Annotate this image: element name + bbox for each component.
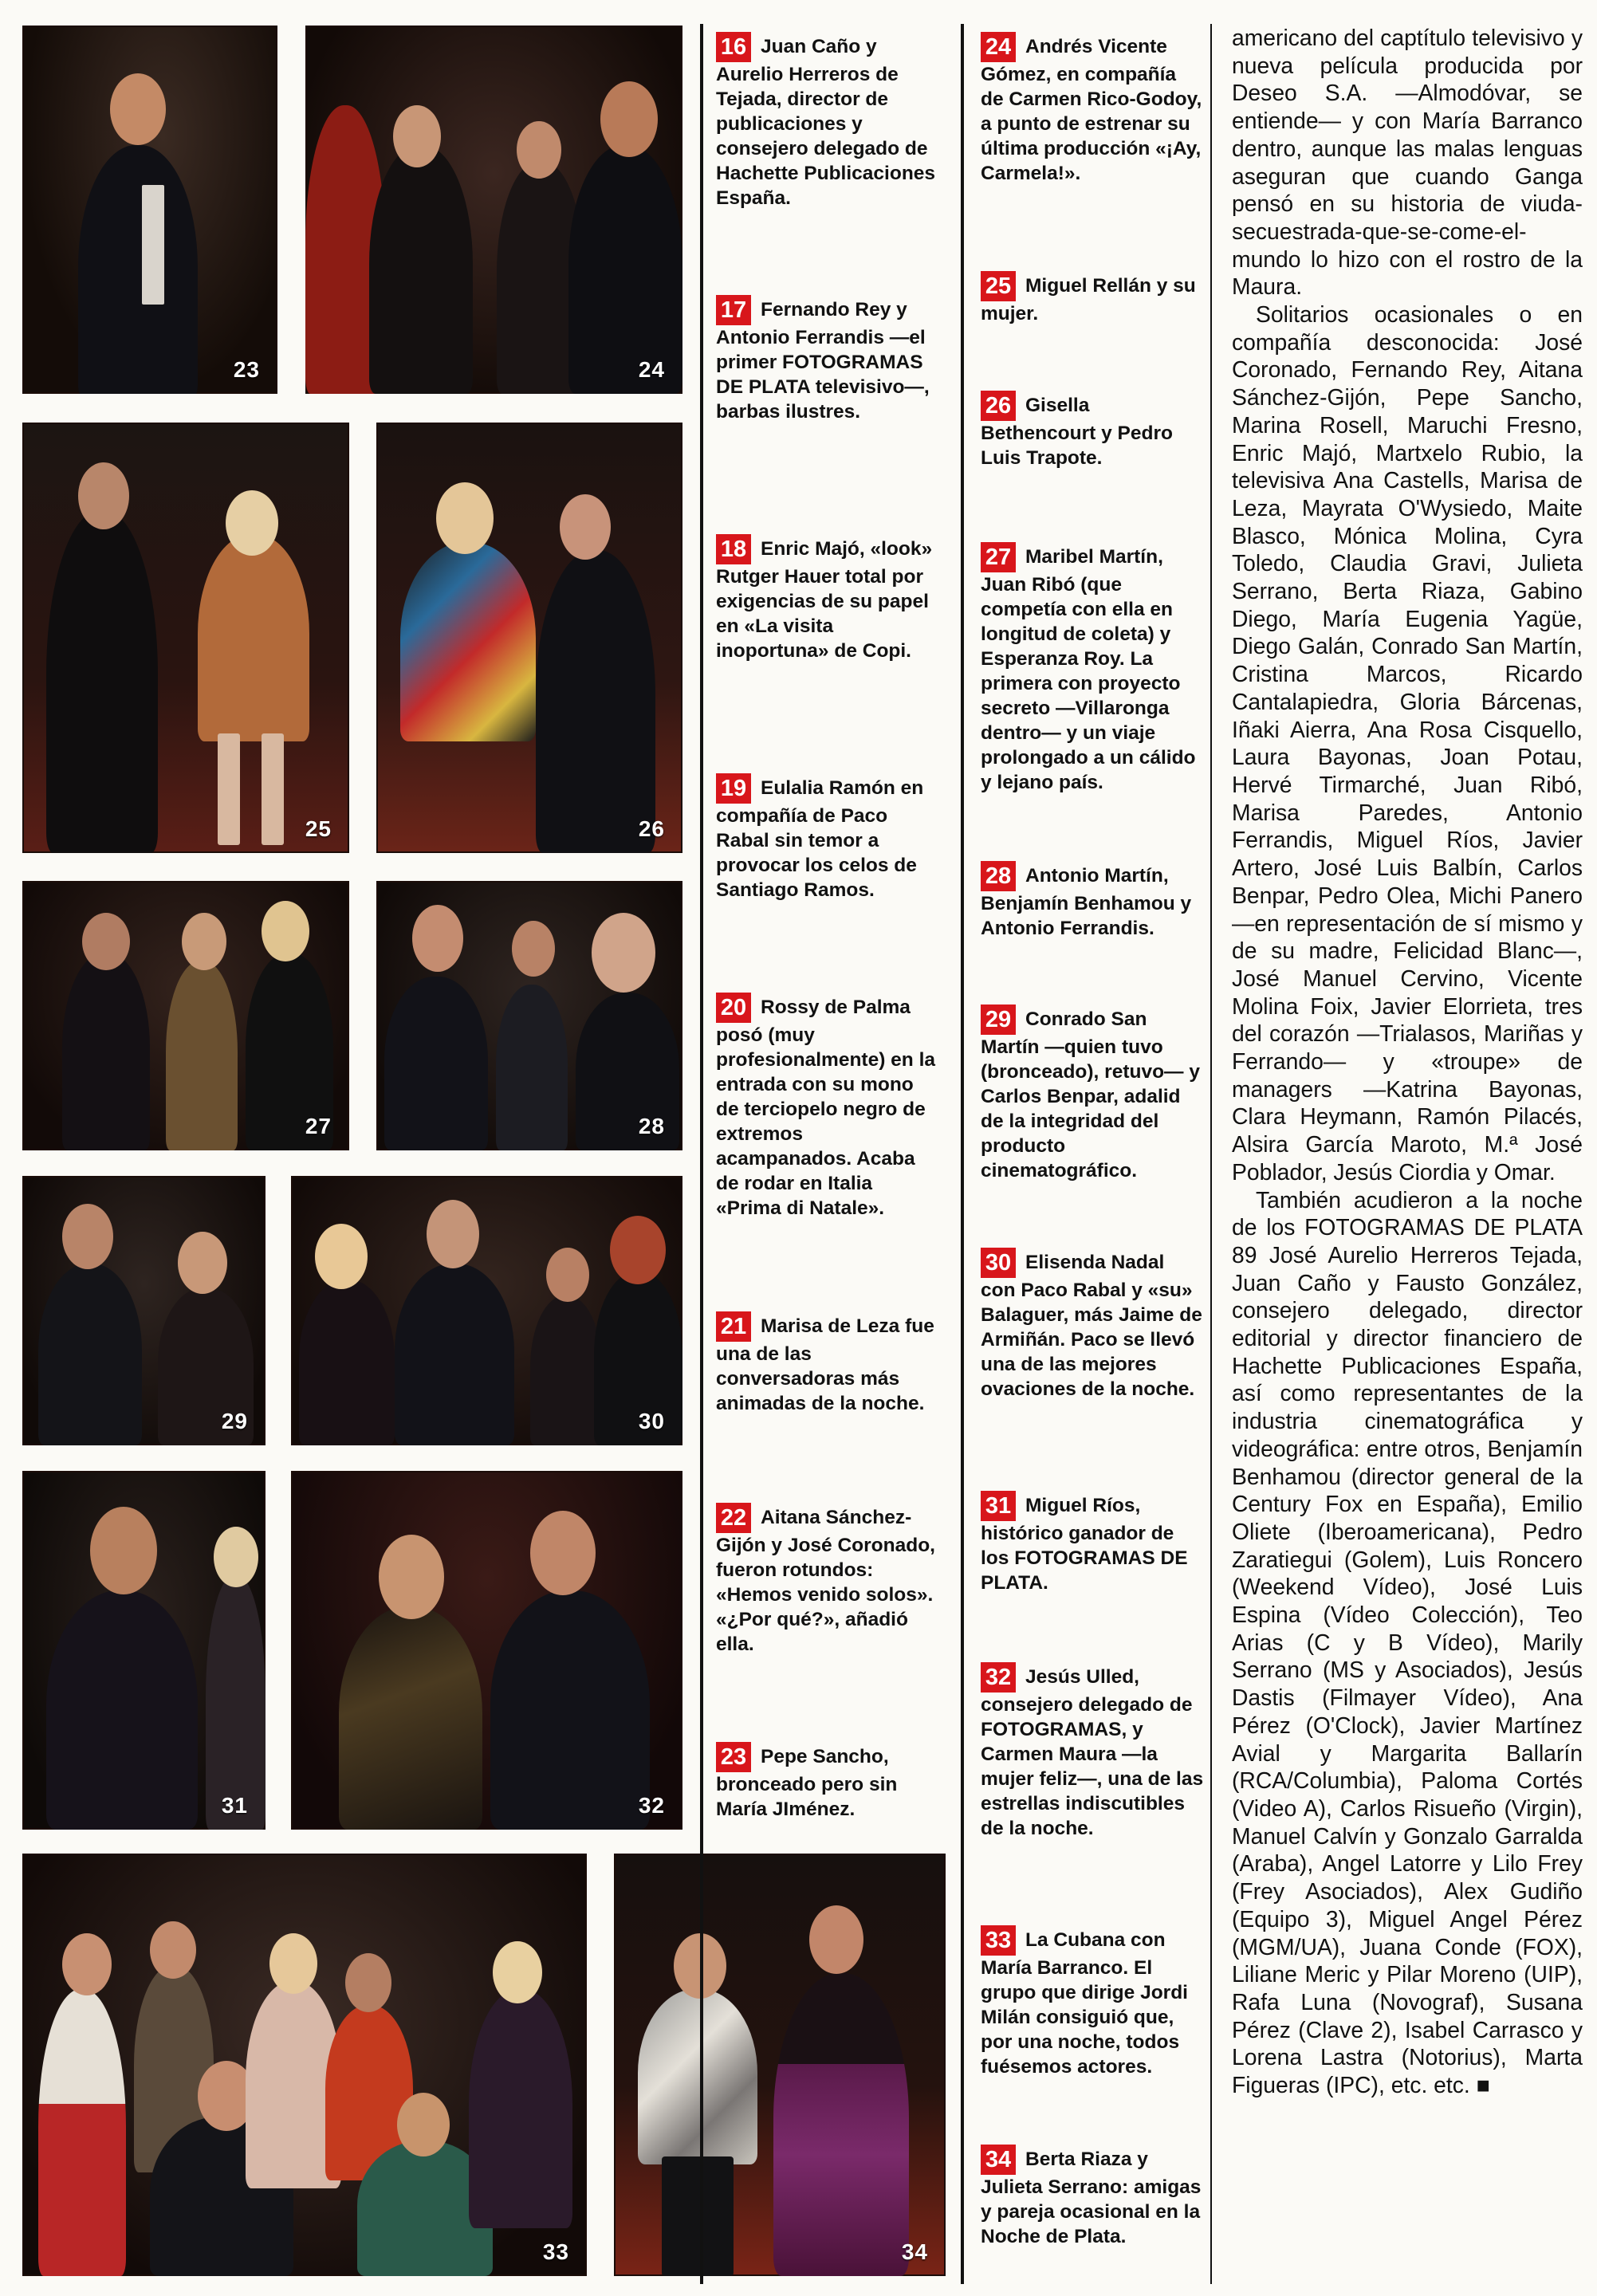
caption-text: Miguel Ríos, histórico ganador de los FOTOGRAMAS DE PLATA. [981,1495,1188,1594]
caption-number-badge: 27 [981,542,1016,572]
caption-text: Jesús Ulled, consejero delegado de FOTOGRAMAS, y Carmen Maura —la mujer feliz—, una de las estrellas indiscutibles de la noche. [981,1666,1204,1839]
caption-32 [981,1662,1204,1841]
caption-text: Enric Majó, «look» Rutger Hauer total por exigencias de su papel en «La visita inoportuna» de Copi. [716,538,933,662]
photo-24 [305,26,682,394]
caption-25 [981,271,1204,326]
photo-number: 25 [305,816,332,841]
photo-number: 28 [638,1114,665,1138]
caption-16 [716,32,939,210]
caption-number-badge: 23 [716,1742,751,1772]
caption-number-badge: 22 [716,1503,751,1533]
caption-text: Antonio Martín, Benjamín Benhamou y Antonio Ferrandis. [981,865,1192,939]
photo-26 [376,423,682,853]
caption-23 [716,1742,939,1822]
caption-number-badge: 33 [981,1925,1016,1956]
caption-text: Elisenda Nadal con Paco Rabal y «su» Balaguer, más Jaime de Armiñán. Paco se llevó una de las mejores ovaciones de la noche. [981,1252,1202,1400]
photo-32 [291,1471,682,1830]
caption-number-badge: 19 [716,773,751,804]
caption-24 [981,32,1204,186]
caption-text: Aitana Sánchez-Gijón y José Coronado, fueron rotundos: «Hemos venido solos». «¿Por qué?», añadió ella. [716,1507,935,1655]
caption-number-badge: 24 [981,32,1016,62]
photo-number: 24 [638,357,665,382]
photo-33 [22,1854,587,2276]
photo-30 [291,1176,682,1445]
caption-text: Maribel Martín, Juan Ribó (que competía con ella en longitud de coleta) y Esperanza Roy. La primera con proyecto secreto —Villaronga dentro— y un viaje prolongado a un cálido y lejano país. [981,546,1196,793]
photo-28 [376,881,682,1150]
caption-text: Andrés Vicente Gómez, en compañía de Carmen Rico-Godoy, a punto de estrenar su última producción «¡Ay, Carmela!». [981,36,1202,184]
caption-30 [981,1248,1204,1402]
caption-text: Miguel Rellán y su mujer. [981,275,1196,324]
photo-29 [22,1176,266,1445]
photo-31 [22,1471,266,1830]
caption-28 [981,861,1204,941]
caption-26 [981,391,1204,470]
caption-text: Marisa de Leza fue una de las conversadoras más animadas de la noche. [716,1315,934,1414]
caption-31 [981,1491,1204,1595]
caption-18 [716,534,939,663]
caption-number-badge: 26 [981,391,1016,421]
caption-33 [981,1925,1204,2079]
article-body [1232,24,1583,2099]
photo-number: 27 [305,1114,332,1138]
photo-number: 26 [638,816,665,841]
caption-number-badge: 21 [716,1311,751,1342]
caption-number-badge: 34 [981,2145,1016,2175]
caption-number-badge: 16 [716,32,751,62]
caption-number-badge: 31 [981,1491,1016,1521]
caption-number-badge: 28 [981,861,1016,891]
caption-number-badge: 17 [716,295,751,325]
caption-29 [981,1005,1204,1183]
caption-text: La Cubana con María Barranco. El grupo que dirige Jordi Milán consiguió que, por una noche, todos fuésemos actores. [981,1929,1188,2078]
column-rule [700,24,703,2284]
caption-19 [716,773,939,902]
caption-number-badge: 18 [716,534,751,564]
article-paragraph: También acudieron a la noche de los FOTOGRAMAS DE PLATA 89 José Aurelio Herreros Tejada, Juan Caño y Fausto González, consejero delegado, director editorial y director financiero de Hachette Publicaciones España, así como representantes de la industria cinematográfica y videográfica: entre otros, Benjamín Benhamou (director general de la Century Fox en España), Emilio Oliete (Iberoamericana), Pedro Zaratiegui (Golem), Luis Roncero (Weekend Vídeo), José Luis Espina (Vídeo Colección), Teo Arias (C y B Vídeo), Marily Serrano (MS y Asociados), Jesús Dastis (Filmayer Vídeo), Ana Pérez (O'Clock), Javier Martínez Avial y Margarita Ballarín (RCA/Columbia), Paloma Cortés (Video A), Carlos Risueño (Virgin), Manuel Calvín y Gonzalo Garralda (Araba), Angel Latorre y Lilo Frey (Frey Asociados), Alex Gudiño (Equipo 3), Miguel Angel Pérez (MGM/UA), Juana Conde (FOX), Liliane Meric y Pilar Moreno (UIP), Rafa Luna (Novograf), Susana Pérez (Clave 2), Isabel Carrasco y Lorena Lastra (Notorius), Marta Figueras (IPC), etc. etc. ■ [1232,1186,1583,2098]
caption-21 [716,1311,939,1416]
caption-number-badge: 25 [981,271,1016,301]
article-paragraph: americano del captítulo televisivo y nueva película producida por Deseo S.A. —Almodóvar, se entiende— y con María Barranco dentro, aunque las malas lenguas aseguran que cuando Ganga pensó en su historia de viuda-secuestrada-que-se-come-el-mundo lo hizo con el rostro de la Maura. [1232,25,1583,300]
caption-34 [981,2145,1204,2249]
photo-number: 32 [638,1793,665,1818]
caption-text: Pepe Sancho, bronceado pero sin María JIménez. [716,1746,898,1820]
caption-number-badge: 29 [981,1005,1016,1035]
photo-number: 30 [638,1409,665,1433]
caption-17 [716,295,939,424]
photo-25 [22,423,349,853]
photo-27 [22,881,349,1150]
article-paragraph: Solitarios ocasionales o en compañía desconocida: José Coronado, Fernando Rey, Aitana Sánchez-Gijón, Pepe Sancho, Marina Rosell, Maruchi Fresno, Enric Majó, Martxelo Rubio, la televisiva Ana Castells, Marisa de Leza, Mayrata O'Wysiedo, Maite Blasco, Mónica Molina, Cyra Toledo, Claudia Gravi, Julieta Serrano, Berta Riaza, Gabino Diego, María Eugenia Yagüe, Diego Galán, Conrado San Martín, Cristina Marcos, Ricardo Cantalapiedra, Gloria Bárcenas, Iñaki Aierra, Ana Rosa Cisquello, Laura Bayonas, Joan Potau, Hervé Tirmarché, Juan Ribó, Marisa Paredes, Antonio Ferrandis, Miguel Ríos, Javier Artero, José Luis Balbín, Carlos Benpar, Pedro Olea, Michi Panero —en representación de sí mismo y de su madre, Felicidad Blanc—, José Manuel Cervino, Vicente Molina Foix, Javier Elorrieta, tres del corazón —Trialasos, Mariñas y Ferrando— y «troupe» de managers —Katrina Bayonas, Clara Heymann, Ramón Pilacés, Alsira García Maroto, M.ª José Poblador, Jesús Ciordia y Omar. [1232,301,1583,1185]
caption-text: Juan Caño y Aurelio Herreros de Tejada, director de publicaciones y consejero delegado de Hachette Publicaciones España. [716,36,936,209]
photo-number: 29 [221,1409,248,1433]
caption-text: Fernando Rey y Antonio Ferrandis —el primer FOTOGRAMAS DE PLATA televisivo—, barbas ilustres. [716,299,930,423]
photo-number: 31 [221,1793,248,1818]
photo-number: 34 [901,2239,928,2264]
caption-number-badge: 32 [981,1662,1016,1693]
photo-23 [22,26,277,394]
caption-27 [981,542,1204,795]
photo-number: 33 [542,2239,569,2264]
caption-text: Gisella Bethencourt y Pedro Luis Trapote. [981,395,1173,469]
caption-22 [716,1503,939,1657]
caption-text: Berta Riaza y Julieta Serrano: amigas y pareja ocasional en la Noche de Plata. [981,2149,1202,2247]
photo-number: 23 [233,357,260,382]
caption-number-badge: 30 [981,1248,1016,1278]
photo-34 [614,1854,946,2276]
caption-number-badge: 20 [716,993,751,1023]
caption-text: Rossy de Palma posó (muy profesionalmente) en la entrada con su mono de terciopelo negro de extremos acampanados. Acaba de rodar en Italia «Prima di Natale». [716,997,936,1219]
caption-text: Conrado San Martín —quien tuvo (bronceado), retuvo— y Carlos Benpar, adalid de la integridad del producto cinematográfico. [981,1008,1200,1181]
caption-text: Eulalia Ramón en compañía de Paco Rabal sin temor a provocar los celos de Santiago Ramos. [716,777,924,901]
column-rule [1210,24,1212,2284]
column-rule [961,24,964,2284]
caption-20 [716,993,939,1221]
